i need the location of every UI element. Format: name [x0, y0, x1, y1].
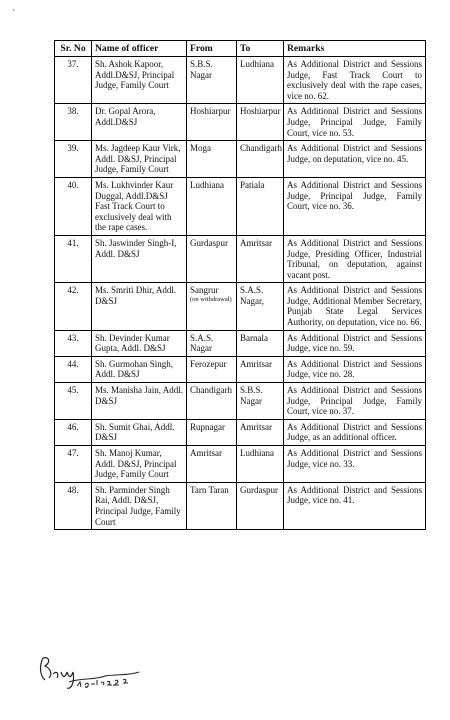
cell-remarks: As Additional District and Sessions Judge, Presiding Officer, Industrial Tribunal, on deputation, against vacant post. — [284, 235, 426, 282]
cell-sr-no: 48. — [55, 482, 92, 529]
cell-to: Amritsar — [237, 235, 284, 282]
cell-from-text: Ludhiana — [190, 179, 224, 190]
cell-from-text: Moga — [190, 143, 211, 154]
cell-officer-name: Ms. Manisha Jain, Addl. D&SJ — [92, 383, 187, 420]
cell-sr-no: 40. — [55, 177, 92, 235]
cell-sr-no: 43. — [55, 330, 92, 356]
cell-from-text: S.A.S. Nagar — [190, 332, 214, 354]
cell-from — [187, 57, 237, 104]
cell-to: Hoshiarpur — [237, 104, 284, 141]
table-row — [55, 141, 426, 178]
cell-sr-no: 39. — [55, 141, 92, 178]
table-row — [55, 356, 426, 382]
cell-sr-no: 45. — [55, 383, 92, 420]
table-row — [55, 177, 426, 235]
cell-remarks: As Additional District and Sessions Judge, vice no. 33. — [284, 446, 426, 483]
cell-to: S.A.S. Nagar, — [237, 283, 284, 330]
cell-sr-no: 38. — [55, 104, 92, 141]
cell-from-text: Rupnagar — [190, 421, 225, 432]
cell-sr-no: 44. — [55, 356, 92, 382]
cell-to: Amritsar — [237, 419, 284, 445]
cell-from — [187, 235, 237, 282]
cell-remarks: As Additional District and Sessions Judge, Fast Track Court to exclusively deal with the rape cases, vice no. 62. — [284, 57, 426, 104]
table-row — [55, 235, 426, 282]
cell-from-text: S.B.S. Nagar — [190, 59, 213, 80]
cell-remarks: As Additional District and Sessions Judge, as an additional officer. — [284, 419, 426, 445]
cell-from-note: (on withdrawal) — [190, 295, 232, 303]
cell-to: Patiala — [237, 177, 284, 235]
cell-from-text: Hoshiarpur — [190, 106, 231, 117]
cell-sr-no: 41. — [55, 235, 92, 282]
cell-from-text: Sangrur — [190, 285, 219, 296]
cell-from — [187, 383, 237, 420]
cell-from — [187, 446, 237, 483]
cell-officer-name: Sh. Jaswinder Singh-I, Addl. D&SJ — [92, 235, 187, 282]
cell-officer-name: Ms. Jagdeep Kaur Virk, Addl. D&SJ, Principal Judge, Family Court — [92, 141, 187, 178]
cell-remarks: As Additional District and Sessions Judge, Principal Judge, Family Court, vice no. 36. — [284, 177, 426, 235]
cell-from — [187, 104, 237, 141]
header-from: From — [187, 41, 237, 57]
cell-remarks: As Additional District and Sessions Judge, Principal Judge, Family Court, vice no. 53. — [284, 104, 426, 141]
cell-to: S.B.S. Nagar — [237, 383, 284, 420]
header-sr-no: Sr. No — [55, 41, 92, 57]
cell-from — [187, 283, 237, 330]
cell-to: Ludhiana — [237, 446, 284, 483]
cell-from-text: Amritsar — [190, 448, 222, 458]
cell-remarks: As Additional District and Sessions Judge, Principal Judge, Family Court, vice no. 37. — [284, 383, 426, 420]
cell-from — [187, 356, 237, 382]
cell-officer-name: Ms. Lukhvinder Kaur Duggal, Addl.D&SJ Fast Track Court to exclusively deal with the rape cases. — [92, 177, 187, 235]
page-corner-mark: ' — [13, 8, 15, 19]
cell-to: Chandigarh — [237, 141, 284, 178]
cell-officer-name: Sh. Manoj Kumar, Addl. D&SJ, Principal Judge, Family Court — [92, 446, 187, 483]
cell-remarks: As Additional District and Sessions Judge, Additional Member Secretary, Punjab State Legal Services Authority, on deputation, vice no. 66. — [284, 283, 426, 330]
cell-remarks: As Additional District and Sessions Judge, on deputation, vice no. 45. — [284, 141, 426, 178]
cell-sr-no: 42. — [55, 283, 92, 330]
header-name: Name of officer — [92, 41, 187, 57]
table-row — [55, 283, 426, 330]
cell-from — [187, 330, 237, 356]
cell-from-text: Gurdaspur — [190, 237, 228, 248]
cell-remarks: As Additional District and Sessions Judge, vice no. 28. — [284, 356, 426, 382]
table-header-row — [55, 41, 426, 57]
cell-remarks: As Additional District and Sessions Judge, vice no. 41. — [284, 482, 426, 529]
cell-officer-name: Dr. Gopal Arora, Addl.D&SJ — [92, 104, 187, 141]
cell-officer-name: Sh. Gurmohan Singh, Addl. D&SJ — [92, 356, 187, 382]
cell-officer-name: Sh. Ashok Kapoor, Addl.D&SJ, Principal Judge, Family Court — [92, 57, 187, 104]
table-row — [55, 383, 426, 420]
table-row — [55, 446, 426, 483]
table-row — [55, 419, 426, 445]
cell-to: Amritsar — [237, 356, 284, 382]
cell-from — [187, 419, 237, 445]
header-to: To — [237, 41, 284, 57]
cell-from-text: Tarn Taran — [190, 484, 229, 495]
cell-officer-name: Sh. Parminder Singh Rai, Addl. D&SJ, Principal Judge, Family Court — [92, 482, 187, 529]
cell-from — [187, 141, 237, 178]
cell-remarks: As Additional District and Sessions Judge, vice no. 59. — [284, 330, 426, 356]
table-row — [55, 104, 426, 141]
cell-from — [187, 482, 237, 529]
cell-officer-name: Sh. Devinder Kumar Gupta, Addl. D&SJ — [92, 330, 187, 356]
cell-sr-no: 46. — [55, 419, 92, 445]
cell-to: Ludhiana — [237, 57, 284, 104]
handwritten-signature — [35, 652, 145, 692]
transfer-table — [54, 40, 426, 530]
cell-to: Barnala — [237, 330, 284, 356]
cell-officer-name: Ms. Smriti Dhir, Addl. D&SJ — [92, 283, 187, 330]
cell-from-text: Ferozepur — [190, 358, 227, 369]
table-row — [55, 482, 426, 529]
cell-to: Gurdaspur — [237, 482, 284, 529]
cell-from-text: Chandigarh — [190, 385, 232, 396]
table-row — [55, 330, 426, 356]
cell-officer-name: Sh. Sumit Ghai, Addl. D&SJ — [92, 419, 187, 445]
cell-from — [187, 177, 237, 235]
cell-sr-no: 47. — [55, 446, 92, 483]
cell-sr-no: 37. — [55, 57, 92, 104]
table-row — [55, 57, 426, 104]
header-remarks: Remarks — [284, 41, 426, 57]
